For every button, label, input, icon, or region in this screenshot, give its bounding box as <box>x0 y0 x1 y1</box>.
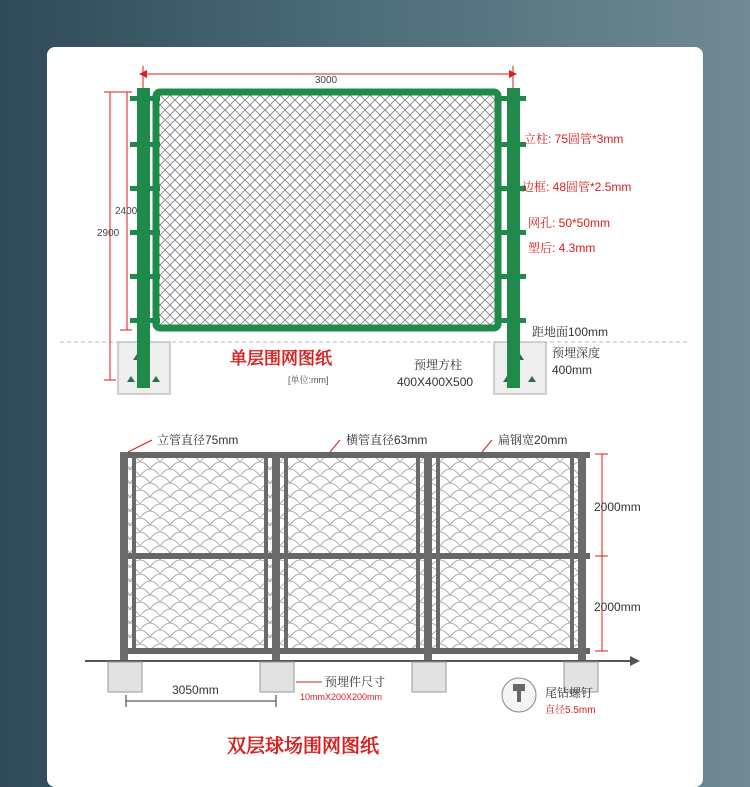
height-2400-label: 2400 <box>115 206 138 217</box>
upper-height-label: 2000mm <box>594 500 641 514</box>
post-2 <box>272 452 280 664</box>
flat-steel-label: 扁钢宽20mm <box>498 433 568 447</box>
ground-clearance-label: 距地面100mm <box>532 325 609 339</box>
spec-post: 立柱: 75圆管*3mm <box>524 132 624 146</box>
footing-2 <box>260 662 294 692</box>
double-layer-fence <box>85 432 641 757</box>
post-right <box>507 88 520 388</box>
embed-depth-label: 预埋深度 <box>552 346 601 360</box>
screw-size: 直径5.5mm <box>545 705 596 716</box>
post-left <box>137 88 150 388</box>
spec-frame: 边框: 48圆管*2.5mm <box>522 180 632 194</box>
post-1 <box>120 452 128 664</box>
double-layer-title: 双层球场围网图纸 <box>227 736 380 757</box>
width-dimension-label: 3000 <box>314 75 338 86</box>
spec-mesh: 网孔: 50*50mm <box>528 216 611 230</box>
rail-diameter-label: 横管直径63mm <box>346 433 428 447</box>
upper-mesh <box>127 457 582 554</box>
footing-1 <box>108 662 142 692</box>
screw-label: 尾钻螺钉 <box>545 686 594 700</box>
top-rail <box>120 452 590 458</box>
span-label: 3050mm <box>172 683 219 697</box>
mesh-panel <box>158 94 496 326</box>
post-4 <box>578 452 586 664</box>
pier-label: 预埋方柱 <box>414 358 463 372</box>
post-3 <box>424 452 432 664</box>
lower-height-label: 2000mm <box>594 600 641 614</box>
spec-coating: 塑后: 4.3mm <box>528 241 596 255</box>
middle-rail <box>120 553 590 559</box>
embed-depth-value: 400mm <box>552 363 593 377</box>
single-layer-title: 单层围网图纸 <box>230 349 332 368</box>
lower-mesh <box>127 559 582 652</box>
height-2900-label: 2900 <box>97 228 120 239</box>
embed-part-size: 10mmX200X200mm <box>300 692 383 702</box>
bottom-rail <box>120 648 590 654</box>
unit-label: [单位:mm] <box>288 375 329 385</box>
embed-part-label: 预埋件尺寸 <box>325 675 386 689</box>
single-layer-fence <box>60 66 690 394</box>
pier-size: 400X400X500 <box>397 375 474 389</box>
post-diameter-label: 立管直径75mm <box>157 433 239 447</box>
footing-3 <box>412 662 446 692</box>
